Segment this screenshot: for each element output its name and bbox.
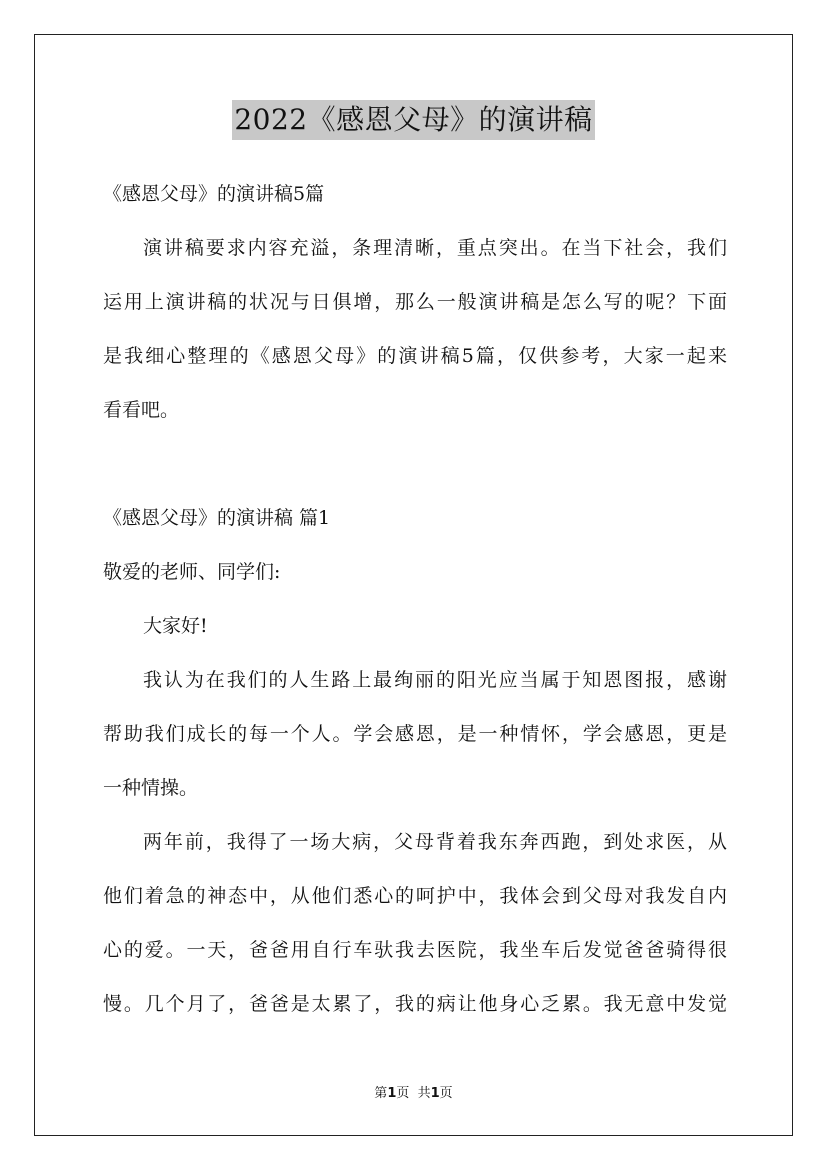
para2-line-3: 心的爱。一天，爸爸用自行车驮我去医院，我坐车后发觉爸爸骑得很 <box>103 939 727 961</box>
para2-line-4: 慢。几个月了，爸爸是太累了，我的病让他身心乏累。我无意中发觉 <box>103 993 727 1015</box>
footer-suffix: 页 <box>439 1086 453 1101</box>
footer-page-number: 1 <box>387 1086 397 1101</box>
greeting: 大家好! <box>143 615 208 637</box>
footer-prefix: 第 <box>374 1086 388 1101</box>
section-heading: 《感恩父母》的演讲稿 篇1 <box>103 507 331 529</box>
intro-line-4: 看看吧。 <box>103 399 180 421</box>
intro-line-2: 运用上演讲稿的状况与日俱增，那么一般演讲稿是怎么写的呢？下面 <box>103 291 727 313</box>
title-container <box>0 100 827 140</box>
para1-line-2: 帮助我们成长的每一个人。学会感恩，是一种情怀，学会感恩，更是 <box>103 723 727 745</box>
page-footer <box>0 1082 827 1101</box>
document-subtitle: 《感恩父母》的演讲稿5篇 <box>103 183 325 205</box>
intro-line-3: 是我细心整理的《感恩父母》的演讲稿5篇，仅供参考，大家一起来 <box>103 345 727 367</box>
salutation: 敬爱的老师、同学们: <box>103 561 281 583</box>
footer-middle: 页 共 <box>396 1086 431 1101</box>
intro-line-1: 演讲稿要求内容充溢，条理清晰，重点突出。在当下社会，我们 <box>143 237 727 259</box>
document-title: 2022《感恩父母》的演讲稿 <box>232 100 594 140</box>
footer-total-pages: 1 <box>430 1086 440 1101</box>
para1-line-1: 我认为在我们的人生路上最绚丽的阳光应当属于知恩图报，感谢 <box>143 669 727 691</box>
para2-line-1: 两年前，我得了一场大病，父母背着我东奔西跑，到处求医，从 <box>143 831 727 853</box>
para2-line-2: 他们着急的神态中，从他们悉心的呵护中，我体会到父母对我发自内 <box>103 885 727 907</box>
para1-line-3: 一种情操。 <box>103 777 199 799</box>
